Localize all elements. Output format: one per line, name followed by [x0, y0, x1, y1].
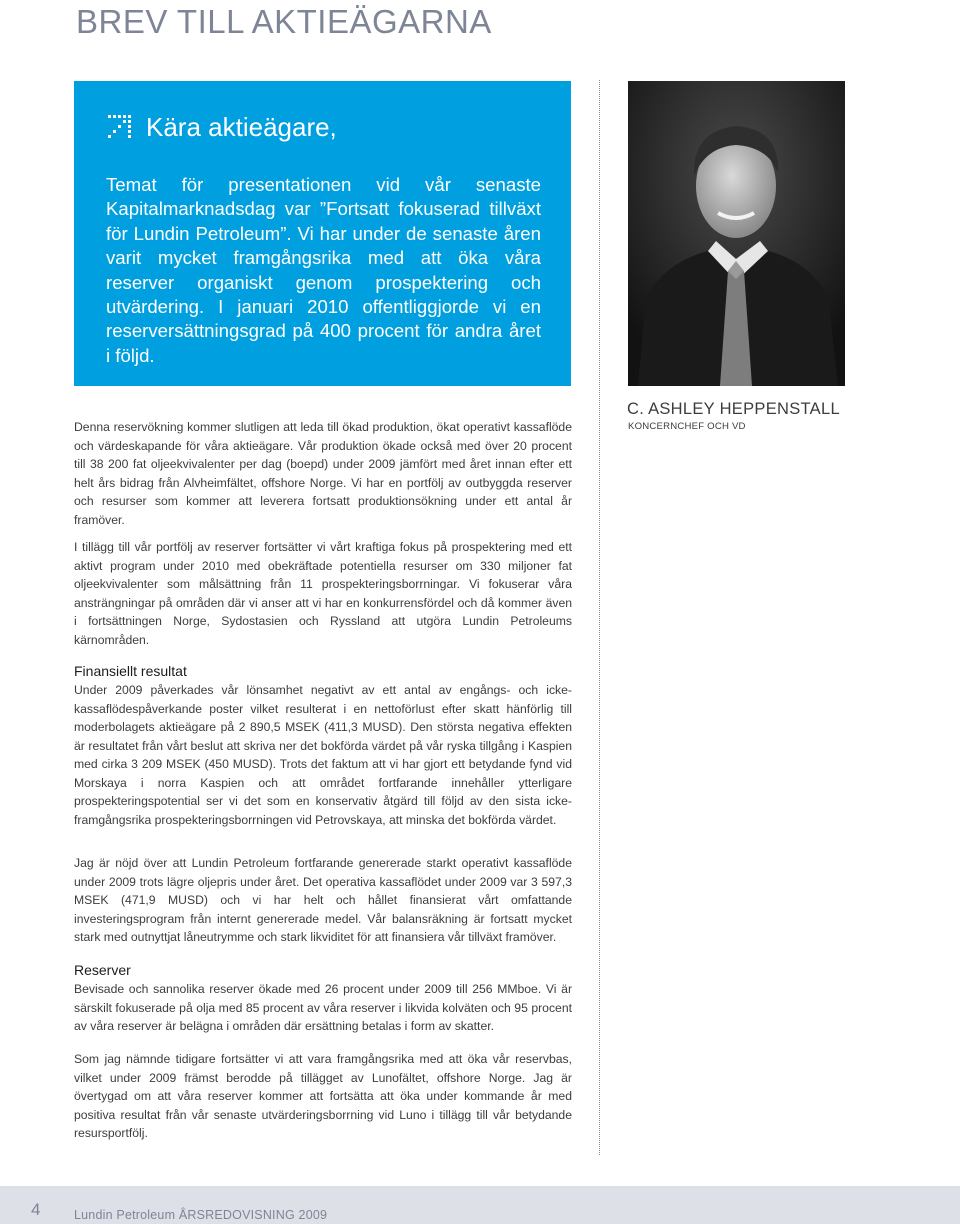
- intro-heading-text: Kära aktieägare,: [146, 112, 337, 142]
- page-number: 4: [31, 1200, 41, 1219]
- intro-heading: [106, 111, 541, 143]
- diagonal-arrow-icon: [106, 113, 134, 141]
- body-paragraph: [74, 1050, 572, 1143]
- page-title: BREV TILL AKTIEÄGARNA: [76, 3, 492, 40]
- signature-title: KONCERNCHEF OCH VD: [628, 421, 746, 432]
- body-paragraph: [74, 854, 572, 947]
- section-reserves: [74, 961, 572, 1036]
- paragraph-cashflow: Jag är nöjd över att Lundin Petroleum fortfarande genererade starkt operativt kassaflöde under 2009 trots lägre oljepris under året. Det operativa kassaflödet under 2009 var 3 597,3 MSEK (471,9 MUSD) och vi har helt och hållet finansierat vårt omfattande investeringsprogram från internt genererade medel. Vår balansräkning är fortsatt mycket stark med outnyttjat låneutrymme och stark likviditet för att finansiera vår tillväxt framöver.: [74, 856, 572, 944]
- body-paragraph: [74, 538, 572, 649]
- intro-text: Temat för presentationen vid vår senaste Kapitalmarknadsdag var ”Fortsatt fokuserad tillväxt för Lundin Petroleum”. Vi har under de senaste åren varit mycket framgångsrika med att öka våra reserver organiskt genom prospektering och utvärdering. I januari 2010 offentliggjorde vi en reserversättningsgrad på 400 procent för andra året i följd.: [106, 174, 541, 366]
- paragraph-reserves: Bevisade och sannolika reserver ökade med 26 procent under 2009 till 256 MMboe. Vi är särskilt fokuserade på olja med 85 procent av våra reserver i likvida kolväten och 95 procent av våra reserver är belägna i områden där ersättning betalas i form av skatter.: [74, 982, 572, 1033]
- paragraph-reserve-growth: Denna reservökning kommer slutligen att leda till ökad produktion, ökat operativt kassaflöde och värdeskapande för våra aktieägare. Vår produktion ökade också med över 20 procent till 38 200 fat oljeekvivalenter per dag (boepd) under 2009 jämfört med året innan efter ett helt års bidrag från Alvheimfältet, offshore Norge. Vi har en portfölj av outbyggda reserver och resurser som kommer att leverera fortsatt produktionsökning under ett antal år framöver.: [74, 420, 572, 527]
- paragraph-financial-result: Under 2009 påverkades vår lönsamhet negativt av ett antal av engångs- och icke-kassaflödespåverkande poster vilket resulterat i en nettoförlust efter skatt hänförlig till moderbolagets aktieägare på 2 890,5 MSEK (411,3 MUSD). Den största negativa effekten är resultatet från vårt beslut att skriva ner det bokförda värdet på vår ryska tillgång i Kaspien med cirka 3 209 MSEK (450 MUSD). Trots det faktum att vi har gjort ett betydande fynd vid Morskaya i norra Kaspien och att området fortfarande innehåller ytterligare prospekteringspotential ser vi det som en konservativ åtgärd till följd av den sista icke-framgångsrika prospekteringsborrningen vid Petrovskaya, att minska det bokförda värdet.: [74, 683, 572, 827]
- signature-name: C. ASHLEY HEPPENSTALL: [627, 400, 840, 418]
- section-financial: [74, 662, 572, 829]
- page-footer: [0, 1186, 960, 1224]
- heading-reserves: Reserver: [74, 962, 131, 978]
- paragraph-reserve-base: Som jag nämnde tidigare fortsätter vi att vara framgångsrika med att öka vår reservbas, vilket under 2009 främst berodde på tillägget av Lunofältet, offshore Norge. Jag är övertygad om att våra reserver kommer att fortsätta att öka under kommande år med positiva resultat från vår senaste utvärderingsborrning vid Luno i tillägg till vår betydande resursportfölj.: [74, 1052, 572, 1140]
- footer-label: Lundin Petroleum ÅRSREDOVISNING 2009: [74, 1208, 328, 1222]
- signature-block: [627, 398, 867, 432]
- paragraph-exploration: I tillägg till vår portfölj av reserver fortsätter vi vårt kraftiga fokus på prospektering med ett aktivt program under 2010 med obekräftade potentiella resurser om 330 miljoner fat oljeekvivalenter som målsättning från 11 prospekteringsborrningar. Vi fokuserar våra ansträngningar på områden där vi anser att vi har en konkurrensfördel och då kommer även i fortsättningen Norge, Sydostasien och Ryssland att utgöra Lundin Petroleums kärnområden.: [74, 540, 572, 647]
- heading-financial: Finansiellt resultat: [74, 663, 187, 679]
- portrait-illustration: [628, 81, 845, 386]
- column-divider: [599, 80, 600, 1155]
- intro-box: [74, 81, 571, 386]
- body-paragraph: [74, 418, 572, 529]
- portrait-photo: [628, 81, 845, 386]
